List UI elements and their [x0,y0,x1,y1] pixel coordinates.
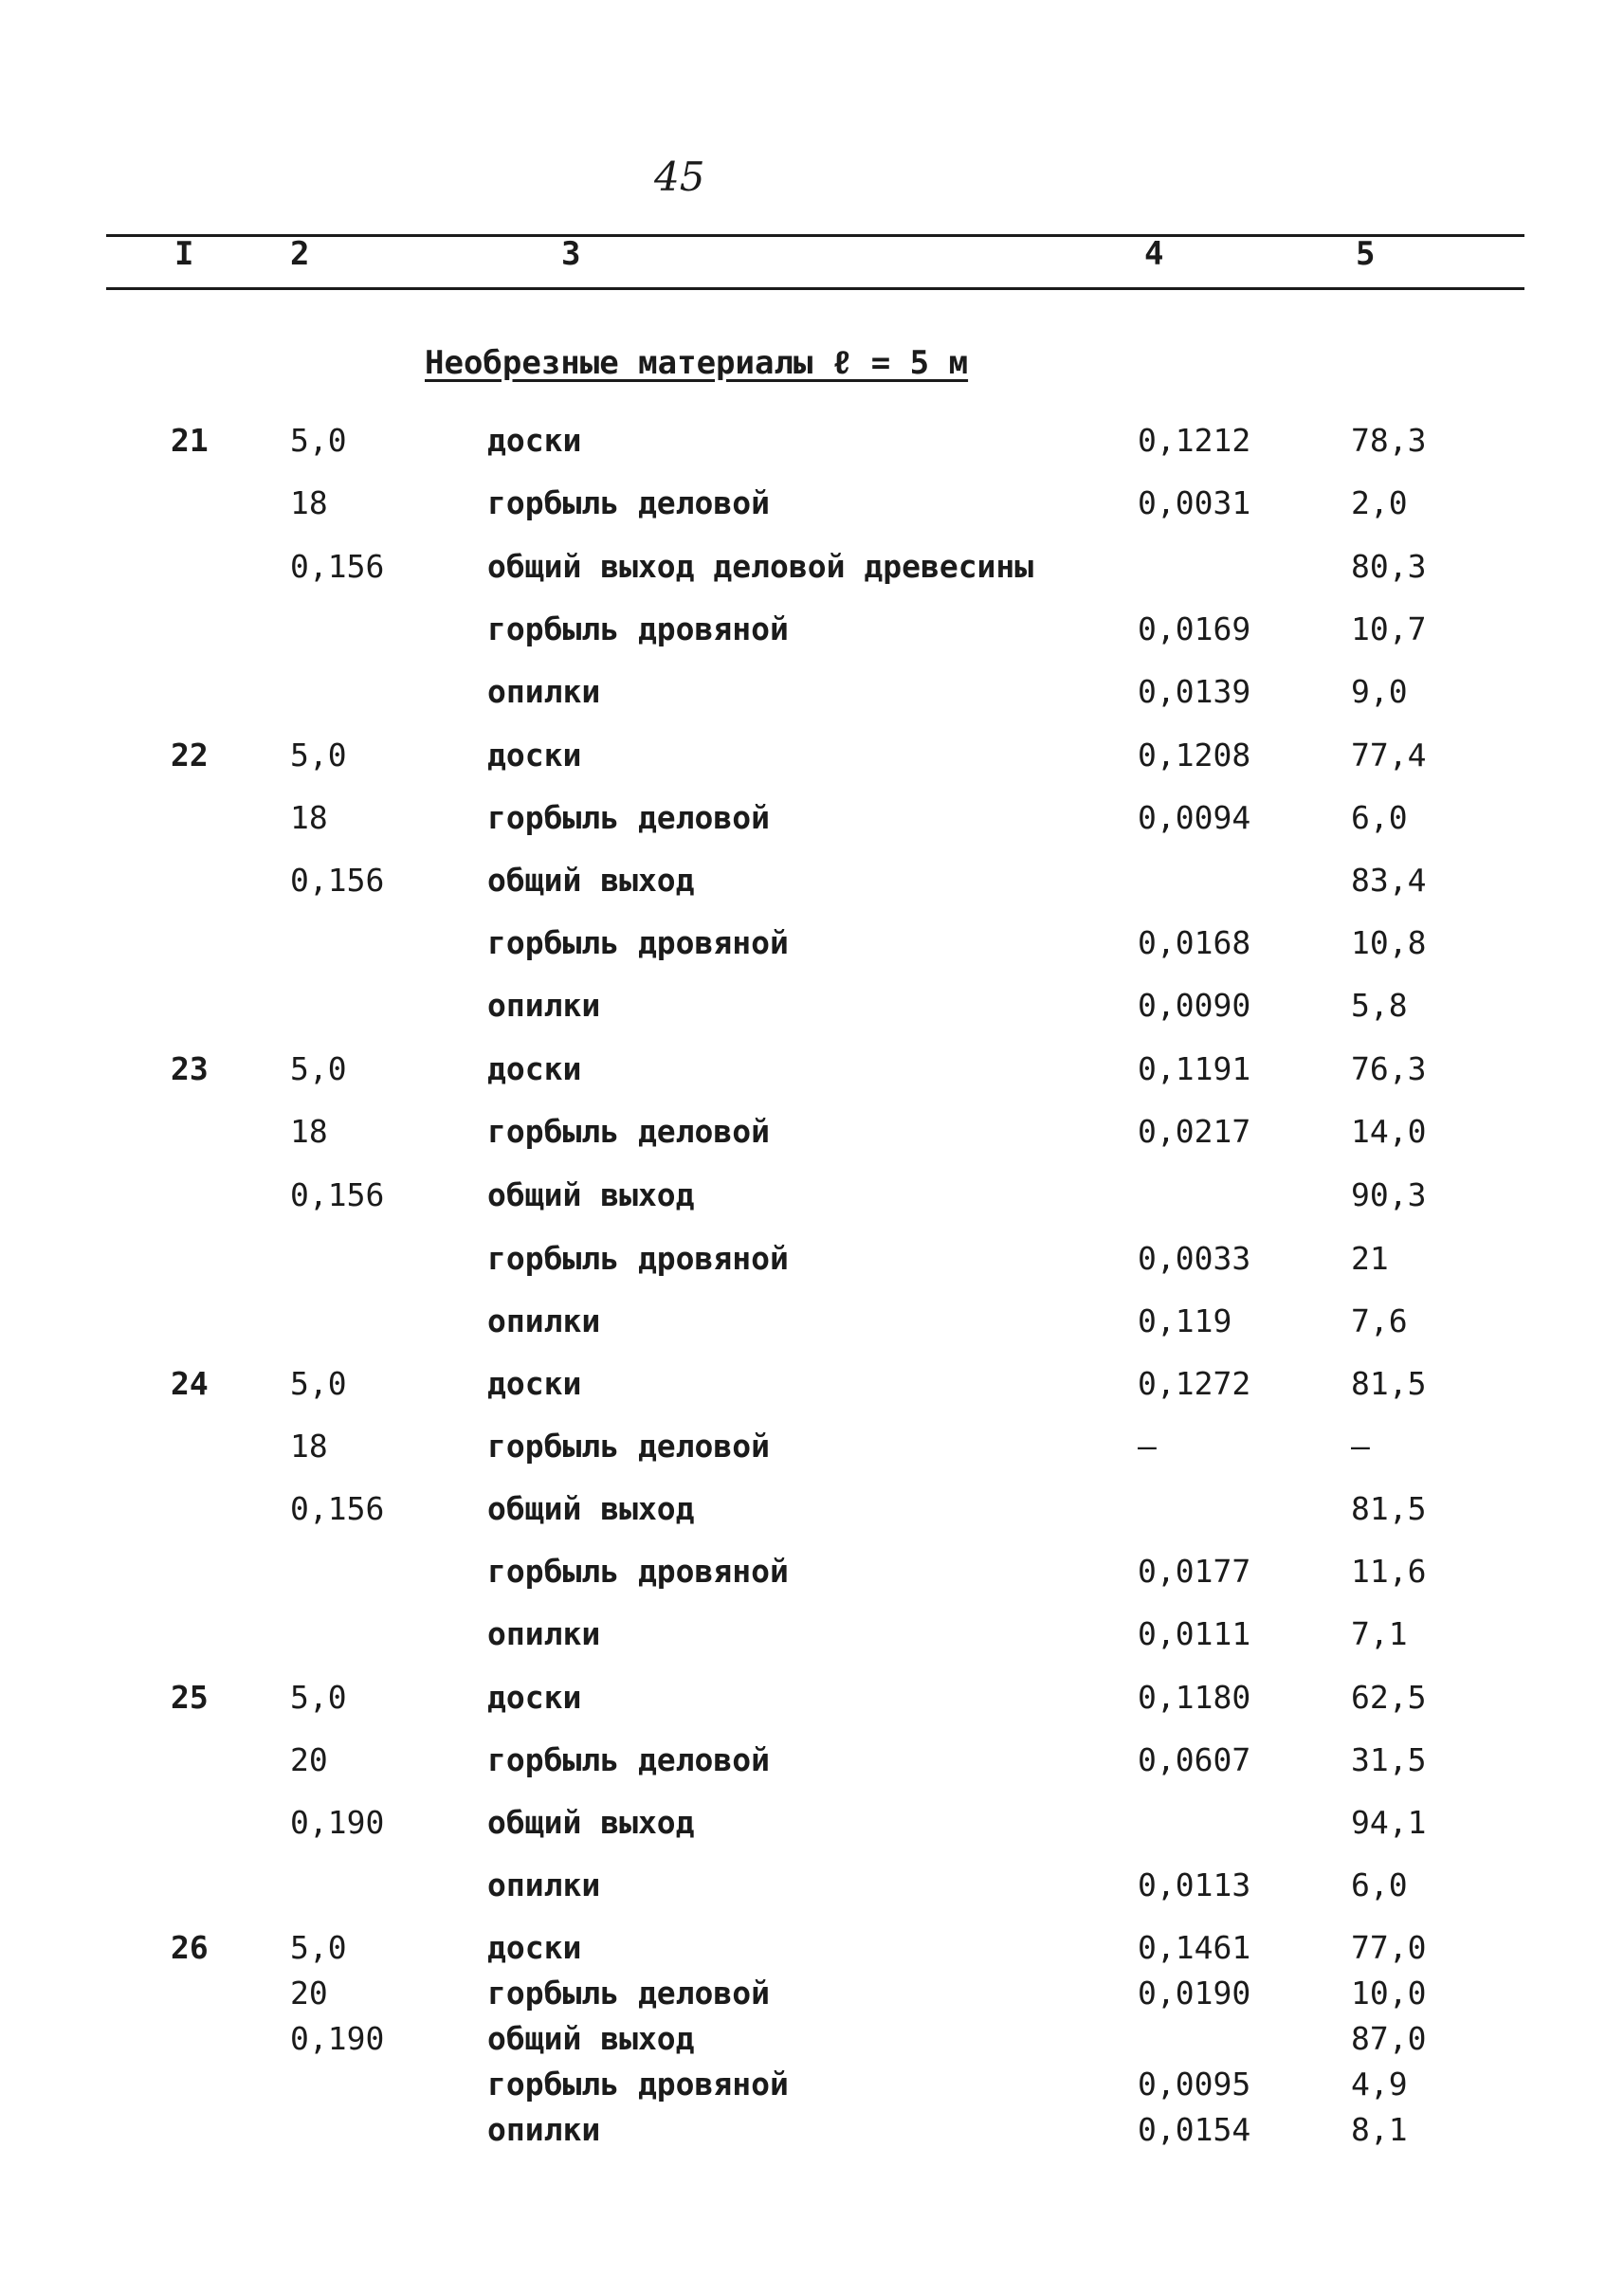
cell-col-3: горбыль деловой [487,484,771,521]
cell-col-2: 0,156 [290,1490,385,1527]
cell-col-2: 5,0 [290,1679,347,1716]
table-row [0,1975,1624,2024]
cell-col-5: 11,6 [1351,1553,1427,1590]
table-row [0,548,1624,597]
cell-col-3: доски [487,422,582,459]
cell-col-5: 77,4 [1351,737,1427,774]
table-row [0,1176,1624,1226]
table-row [0,987,1624,1036]
table-row [0,1866,1624,1916]
cell-col-3: горбыль дровяной [487,924,789,961]
cell-col-3: общий выход [487,862,695,899]
cell-col-4: 0,1461 [1138,1929,1251,1966]
cell-col-3: опилки [487,1866,601,1903]
cell-col-5: 94,1 [1351,1804,1427,1841]
cell-col-3: общий выход [487,1804,695,1841]
cell-col-3: горбыль дровяной [487,1240,789,1277]
cell-col-2: 18 [290,484,328,521]
cell-col-3: доски [487,1365,582,1402]
cell-col-4: 0,0154 [1138,2111,1251,2148]
cell-col-3: горбыль деловой [487,1113,771,1150]
cell-col-3: общий выход [487,2020,695,2057]
cell-col-1: 21 [171,422,209,459]
cell-col-3: опилки [487,987,601,1024]
cell-col-4: 0,0607 [1138,1741,1251,1778]
cell-col-3: доски [487,1050,582,1087]
cell-col-2: 5,0 [290,422,347,459]
cell-col-5: 21 [1351,1240,1389,1277]
cell-col-5: 7,1 [1351,1615,1408,1652]
cell-col-1: 26 [171,1929,209,1966]
cell-col-2: 18 [290,799,328,836]
cell-col-5: 6,0 [1351,799,1408,836]
cell-col-4: 0,0190 [1138,1975,1251,2012]
cell-col-4: – [1138,1428,1157,1465]
cell-col-4: 0,0111 [1138,1615,1251,1652]
cell-col-5: 2,0 [1351,484,1408,521]
cell-col-4: 0,1180 [1138,1679,1251,1716]
cell-col-4: 0,0094 [1138,799,1251,836]
cell-col-4: 0,0033 [1138,1240,1251,1277]
cell-col-4: 0,1191 [1138,1050,1251,1087]
table-row [0,1929,1624,1978]
table-row [0,2111,1624,2160]
cell-col-5: 10,0 [1351,1975,1427,2012]
cell-col-5: 87,0 [1351,2020,1427,2057]
cell-col-3: горбыль деловой [487,1975,771,2012]
table-row [0,1113,1624,1162]
cell-col-4: 0,0177 [1138,1553,1251,1590]
cell-col-5: 9,0 [1351,673,1408,710]
cell-col-4: 0,0217 [1138,1113,1251,1150]
table-row [0,1615,1624,1665]
cell-col-2: 0,156 [290,862,385,899]
table-row [0,2020,1624,2069]
cell-col-5: 31,5 [1351,1741,1427,1778]
cell-col-5: 80,3 [1351,548,1427,585]
table-row [0,2066,1624,2115]
cell-col-2: 5,0 [290,737,347,774]
cell-col-2: 5,0 [290,1929,347,1966]
cell-col-3: опилки [487,1302,601,1339]
table-row [0,1050,1624,1100]
cell-col-4: 0,0095 [1138,2066,1251,2103]
cell-col-2: 20 [290,1975,328,2012]
table-row [0,422,1624,471]
cell-col-2: 0,190 [290,2020,385,2057]
cell-col-5: 81,5 [1351,1490,1427,1527]
table-row [0,799,1624,848]
table-row [0,1804,1624,1853]
table-row [0,610,1624,660]
cell-col-3: опилки [487,1615,601,1652]
cell-col-2: 5,0 [290,1050,347,1087]
table-row [0,1741,1624,1791]
cell-col-3: общий выход деловой древесины [487,548,1034,585]
page-number: 45 [654,154,705,200]
cell-col-2: 0,156 [290,548,385,585]
cell-col-5: 5,8 [1351,987,1408,1024]
cell-col-5: 78,3 [1351,422,1427,459]
cell-col-2: 20 [290,1741,328,1778]
cell-col-5: 14,0 [1351,1113,1427,1150]
cell-col-4: 0,119 [1138,1302,1232,1339]
cell-col-3: горбыль дровяной [487,1553,789,1590]
column-header-3: 3 [561,235,581,273]
cell-col-5: 83,4 [1351,862,1427,899]
cell-col-3: доски [487,737,582,774]
cell-col-4: 0,0031 [1138,484,1251,521]
cell-col-3: опилки [487,2111,601,2148]
cell-col-5: 10,8 [1351,924,1427,961]
cell-col-5: – [1351,1428,1370,1465]
cell-col-1: 23 [171,1050,209,1087]
cell-col-5: 6,0 [1351,1866,1408,1903]
table-row [0,1240,1624,1289]
cell-col-3: горбыль деловой [487,1428,771,1465]
table-row [0,1365,1624,1414]
table-row [0,1490,1624,1539]
table-row [0,1679,1624,1728]
cell-col-3: горбыль деловой [487,799,771,836]
cell-col-4: 0,0090 [1138,987,1251,1024]
cell-col-5: 8,1 [1351,2111,1408,2148]
table-row [0,1428,1624,1477]
cell-col-5: 62,5 [1351,1679,1427,1716]
cell-col-3: общий выход [487,1490,695,1527]
cell-col-2: 18 [290,1428,328,1465]
cell-col-5: 10,7 [1351,610,1427,647]
cell-col-5: 7,6 [1351,1302,1408,1339]
column-header-2: 2 [290,235,310,273]
column-header-1: I [174,235,194,273]
column-header-4: 4 [1144,235,1164,273]
cell-col-2: 0,156 [290,1176,385,1213]
table-row [0,1302,1624,1352]
cell-col-5: 81,5 [1351,1365,1427,1402]
cell-col-4: 0,1272 [1138,1365,1251,1402]
cell-col-3: доски [487,1929,582,1966]
cell-col-2: 0,190 [290,1804,385,1841]
cell-col-3: горбыль дровяной [487,610,789,647]
cell-col-1: 24 [171,1365,209,1402]
cell-col-2: 5,0 [290,1365,347,1402]
table-row [0,862,1624,911]
cell-col-5: 90,3 [1351,1176,1427,1213]
table-row [0,673,1624,722]
section-title: Необрезные материалы ℓ = 5 м [425,344,969,382]
cell-col-3: горбыль дровяной [487,2066,789,2103]
cell-col-4: 0,0169 [1138,610,1251,647]
table-row [0,924,1624,974]
cell-col-3: доски [487,1679,582,1716]
column-header-5: 5 [1356,235,1376,273]
cell-col-4: 0,0139 [1138,673,1251,710]
cell-col-2: 18 [290,1113,328,1150]
cell-col-4: 0,1212 [1138,422,1251,459]
cell-col-5: 4,9 [1351,2066,1408,2103]
table-row [0,484,1624,534]
cell-col-1: 22 [171,737,209,774]
cell-col-3: опилки [487,673,601,710]
cell-col-3: общий выход [487,1176,695,1213]
cell-col-3: горбыль деловой [487,1741,771,1778]
cell-col-1: 25 [171,1679,209,1716]
table-row [0,737,1624,786]
cell-col-4: 0,1208 [1138,737,1251,774]
cell-col-4: 0,0168 [1138,924,1251,961]
table-row [0,1553,1624,1602]
cell-col-5: 77,0 [1351,1929,1427,1966]
cell-col-4: 0,0113 [1138,1866,1251,1903]
cell-col-5: 76,3 [1351,1050,1427,1087]
